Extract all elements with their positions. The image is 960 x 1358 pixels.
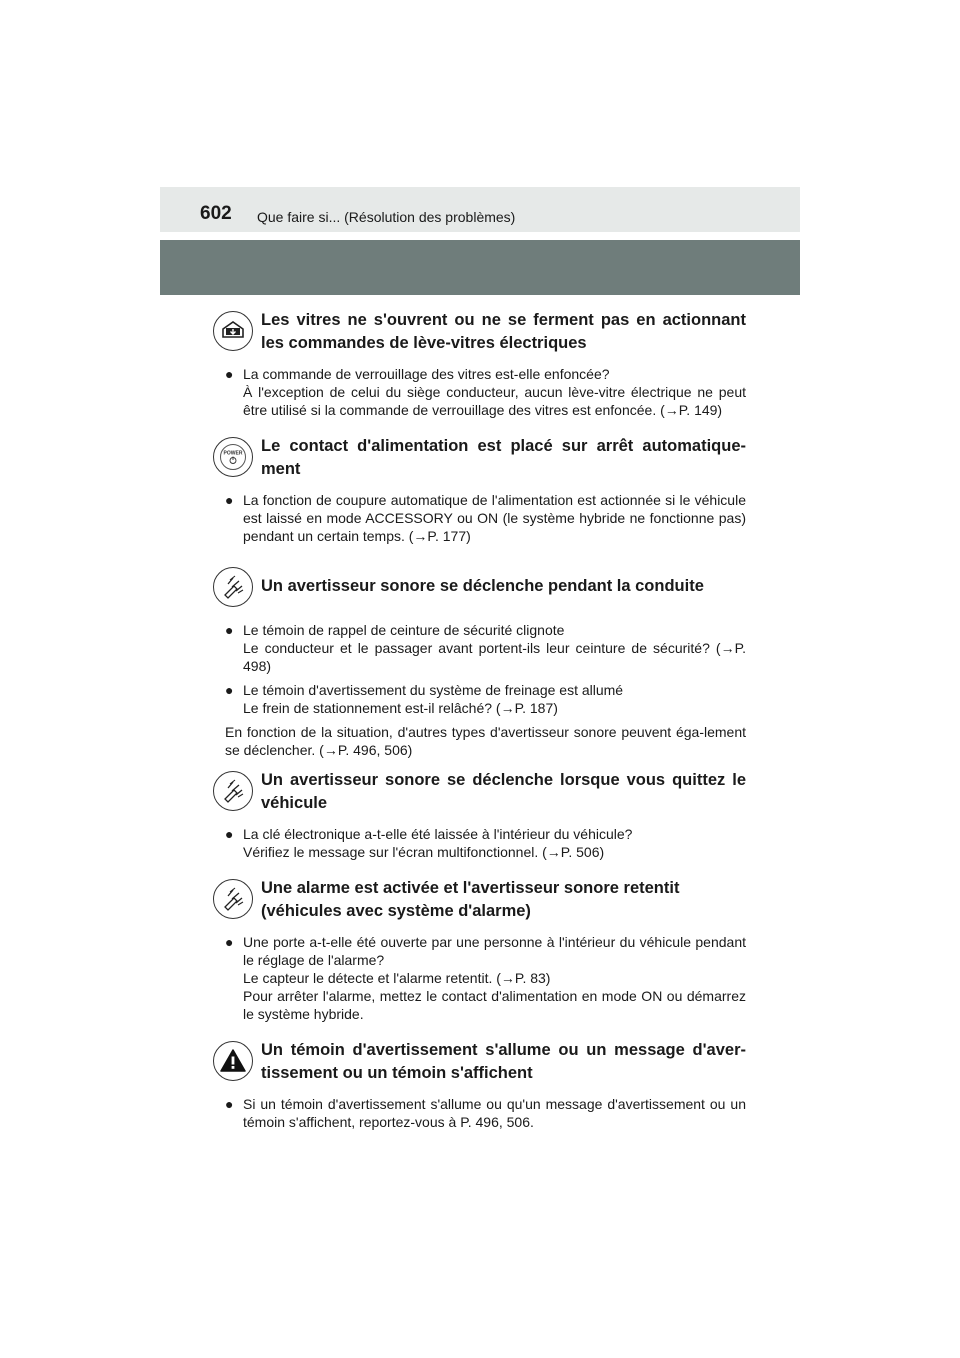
bullet-list	[225, 933, 746, 1023]
bullet-list	[225, 365, 746, 419]
bullet-text: Le capteur le détecte et l'alarme retentit. (→P. 83)	[243, 970, 551, 986]
section-heading: Les vitres ne s'ouvrent ou ne se ferment pas en actionnant les commandes de lève-vitres électriques	[261, 311, 746, 352]
note-text: En fonction de la situation, d'autres types d'avertisseur sonore peuvent éga-lement se déclencher. (→P. 496, 506)	[225, 724, 746, 758]
bullet-dot-icon: ●	[225, 682, 234, 698]
bullet-dot-icon: ●	[225, 366, 234, 382]
power-label: POWER	[223, 450, 243, 457]
bullet-text: Si un témoin d'avertissement s'allume ou qu'un message d'avertissement ou un témoin s'affichent, reportez-vous à P. 496, 506.	[243, 1096, 746, 1130]
section-heading: Un témoin d'avertissement s'allume ou un message d'aver-tissement ou un témoin s'affichent	[261, 1041, 746, 1082]
section-alarm	[213, 877, 746, 923]
bullet-dot-icon: ●	[225, 622, 234, 638]
section-heading: Un avertisseur sonore se déclenche lorsque vous quittez le véhicule	[261, 771, 746, 812]
bullet-list	[225, 1095, 746, 1131]
section-heading: Un avertisseur sonore se déclenche pendant la conduite	[261, 576, 704, 595]
bullet-list	[225, 491, 746, 545]
bullet-list	[225, 621, 746, 759]
buzzer-icon	[213, 771, 253, 811]
bullet-item	[225, 825, 746, 861]
bullet-dot-icon: ●	[225, 1096, 234, 1112]
section-warning-light	[213, 1039, 746, 1085]
bullet-dot-icon: ●	[225, 934, 234, 950]
buzzer-icon	[213, 567, 253, 607]
buzzer-icon	[213, 879, 253, 919]
bullet-text: Le témoin d'avertissement du système de freinage est allumé	[243, 682, 624, 698]
power-button-icon	[213, 437, 253, 477]
content	[213, 309, 746, 1137]
section-buzzer-driving	[213, 565, 746, 607]
chapter-banner	[160, 240, 800, 295]
bullet-text: La fonction de coupure automatique de l'alimentation est actionnée si le véhicule est laissé en mode ACCESSORY ou ON (le système hybride ne fonctionne pas) pendant un certain temps. (→P. 177)	[243, 492, 746, 544]
bullet-text: Vérifiez le message sur l'écran multifonctionnel. (→P. 506)	[243, 844, 605, 860]
bullet-item	[225, 621, 746, 675]
bullet-text: La clé électronique a-t-elle été laissée à l'intérieur du véhicule?	[243, 826, 633, 842]
bullet-text: Le frein de stationnement est-il relâché? (→P. 187)	[243, 700, 558, 716]
window-switch-icon	[213, 311, 253, 351]
bullet-dot-icon: ●	[225, 492, 234, 508]
warning-triangle-icon	[213, 1041, 253, 1081]
section-power-off	[213, 435, 746, 481]
section-windows	[213, 309, 746, 355]
bullet-item	[225, 365, 746, 419]
section-buzzer-leaving	[213, 769, 746, 815]
section-title: Que faire si... (Résolution des problèmes)	[257, 209, 516, 225]
bullet-text: La commande de verrouillage des vitres est-elle enfoncée?	[243, 366, 610, 382]
bullet-text: Pour arrêter l'alarme, mettez le contact d'alimentation en mode ON ou démarrez le système hybride.	[243, 988, 746, 1022]
bullet-text: À l'exception de celui du siège conducteur, aucun lève-vitre électrique ne peut être utilisé si la commande de verrouillage des vitres est enfoncée. (→P. 149)	[243, 384, 746, 418]
section-heading: Le contact d'alimentation est placé sur arrêt automatique-ment	[261, 437, 746, 478]
bullet-item	[225, 681, 746, 717]
page-number: 602	[200, 203, 232, 224]
section-heading: Une alarme est activée et l'avertisseur sonore retentit (véhicules avec système d'alarme)	[261, 879, 680, 920]
bullet-list	[225, 825, 746, 861]
bullet-item	[225, 933, 746, 1023]
bullet-item	[225, 491, 746, 545]
bullet-text: Le conducteur et le passager avant portent-ils leur ceinture de sécurité? (→P. 498)	[243, 640, 746, 674]
bullet-item	[225, 1095, 746, 1131]
bullet-text: Une porte a-t-elle été ouverte par une personne à l'intérieur du véhicule pendant le réglage de l'alarme?	[243, 934, 746, 968]
bullet-dot-icon: ●	[225, 826, 234, 842]
bullet-text: Le témoin de rappel de ceinture de sécurité clignote	[243, 622, 565, 638]
